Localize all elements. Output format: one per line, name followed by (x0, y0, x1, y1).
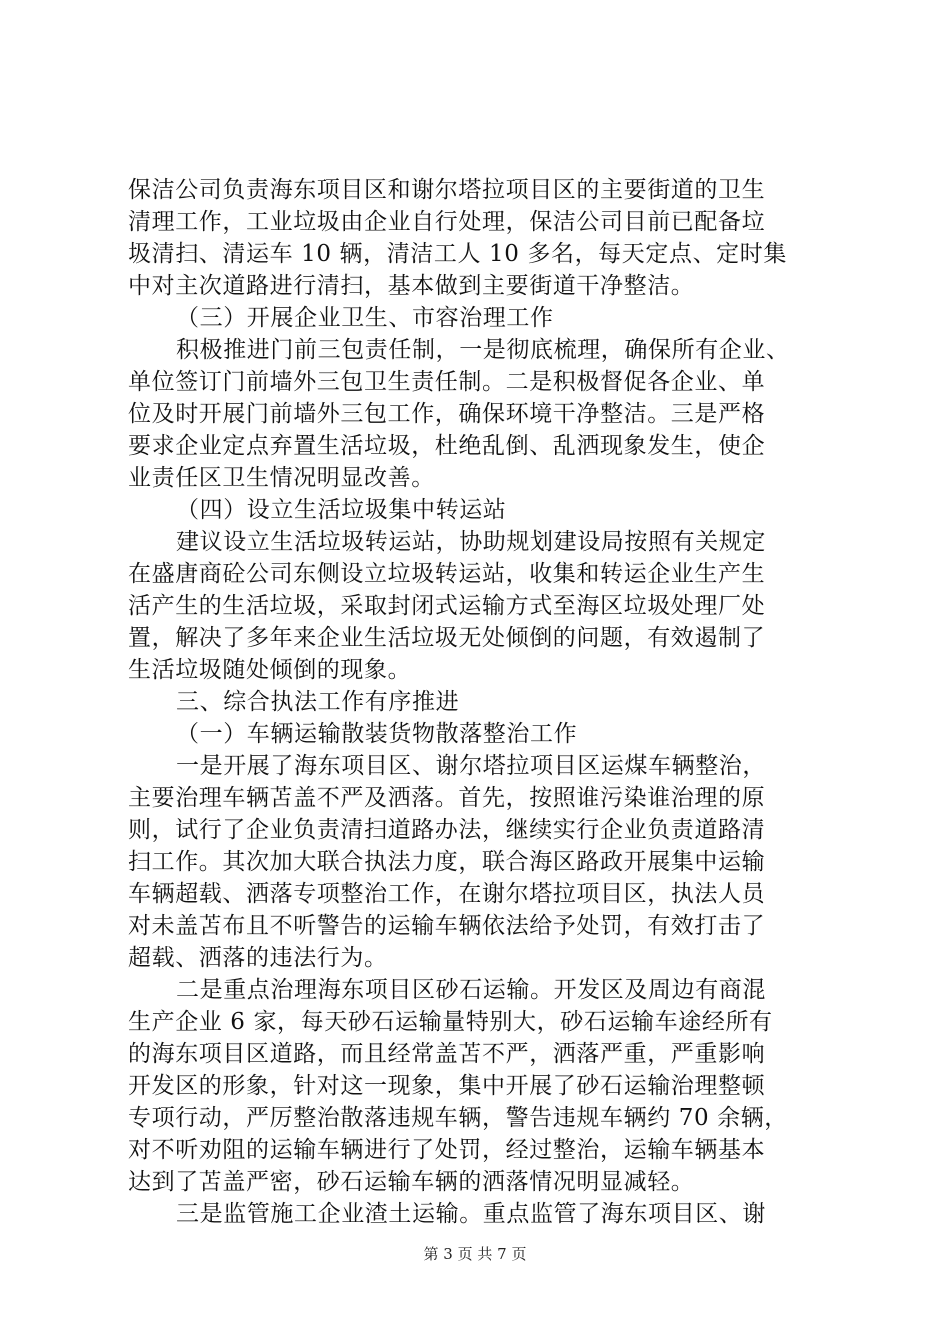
text-line: 车辆超载、洒落专项整治工作，在谢尔塔拉项目区，执法人员 (128, 881, 766, 907)
text-line: （一）车辆运输散装货物散落整治工作 (176, 721, 578, 747)
text-line: 活产生的生活垃圾，采取封闭式运输方式至海区垃圾处理厂处 (128, 593, 766, 619)
text-line: 达到了苫盖严密，砂石运输车辆的洒落情况明显减轻。 (128, 1169, 695, 1195)
text-line: （三）开展企业卫生、市容治理工作 (176, 305, 554, 331)
text-line: 专项行动，严厉整治散落违规车辆，警告违规车辆约 70 余辆， (128, 1105, 788, 1131)
page-footer: 第 3 页 共 7 页 (423, 1245, 527, 1263)
text-line: 积极推进门前三包责任制，一是彻底梳理，确保所有企业、 (176, 337, 790, 363)
text-line: 超载、洒落的违法行为。 (128, 945, 388, 971)
text-line: 对不听劝阻的运输车辆进行了处罚，经过整治，运输车辆基本 (128, 1137, 766, 1163)
text-line: （四）设立生活垃圾集中转运站 (176, 497, 507, 523)
text-line: 圾清扫、清运车 10 辆，清洁工人 10 多名，每天定点、定时集 (128, 241, 787, 267)
text-line: 保洁公司负责海东项目区和谢尔塔拉项目区的主要街道的卫生 (128, 177, 766, 203)
text-line: 扫工作。其次加大联合执法力度，联合海区路政开展集中运输 (128, 849, 766, 875)
text-line: 三、综合执法工作有序推进 (176, 689, 460, 715)
text-line: 主要治理车辆苫盖不严及洒落。首先，按照谁污染谁治理的原 (128, 785, 766, 811)
text-line: 一是开展了海东项目区、谢尔塔拉项目区运煤车辆整治， (176, 753, 766, 779)
text-line: 生活垃圾随处倾倒的现象。 (128, 657, 412, 683)
text-line: 业责任区卫生情况明显改善。 (128, 465, 435, 491)
document-body (128, 174, 833, 1230)
text-line: 要求企业定点弃置生活垃圾，杜绝乱倒、乱洒现象发生，使企 (128, 433, 766, 459)
text-line: 生产企业 6 家，每天砂石运输量特别大，砂石运输车途经所有 (128, 1009, 773, 1035)
text-line: 的海东项目区道路，而且经常盖苫不严，洒落严重，严重影响 (128, 1041, 766, 1067)
text-line: 则，试行了企业负责清扫道路办法，继续实行企业负责道路清 (128, 817, 766, 843)
text-line: 开发区的形象，针对这一现象，集中开展了砂石运输治理整顿 (128, 1073, 766, 1099)
text-line: 三是监管施工企业渣土运输。重点监管了海东项目区、谢 (176, 1201, 766, 1227)
text-line: 单位签订门前墙外三包卫生责任制。二是积极督促各企业、单 (128, 369, 766, 395)
text-line: 建议设立生活垃圾转运站，协助规划建设局按照有关规定 (176, 529, 766, 555)
text-line: 置，解决了多年来企业生活垃圾无处倾倒的问题，有效遏制了 (128, 625, 766, 651)
text-line: 二是重点治理海东项目区砂石运输。开发区及周边有商混 (176, 977, 766, 1003)
text-line: 对未盖苫布且不听警告的运输车辆依法给予处罚，有效打击了 (128, 913, 766, 939)
text-line: 在盛唐商砼公司东侧设立垃圾转运站，收集和转运企业生产生 (128, 561, 766, 587)
text-line: 位及时开展门前墙外三包工作，确保环境干净整洁。三是严格 (128, 401, 766, 427)
text-line: 中对主次道路进行清扫，基本做到主要街道干净整洁。 (128, 273, 695, 299)
text-line: 清理工作，工业垃圾由企业自行处理，保洁公司目前已配备垃 (128, 209, 766, 235)
